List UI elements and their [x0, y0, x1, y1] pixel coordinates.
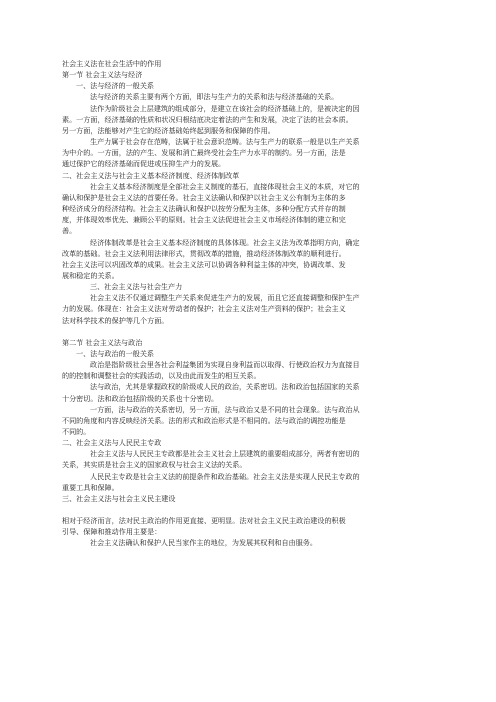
section-spacer [62, 504, 434, 515]
paragraph-line: 不同的角度和内容反映经济关系。法的形式和政治形式是不相同的。法与政治的调控功能是 [62, 415, 346, 425]
paragraph-line: 十分密切。法和政治包括阶级的关系也十分密切。 [62, 393, 219, 403]
paragraph-line: 人民民主专政是社会主义法的前提条件和政治基础。社会主义法是实现人民民主专政的 [90, 471, 360, 481]
section-heading: 第二节 社会主义法与政治 [62, 337, 143, 347]
subsection-heading: 二、社会主义法与社会主义基本经济制度、经济体制改革 [62, 170, 240, 180]
paragraph-line: 种经济成分的经济结构。社会主义法确认和保护以按劳分配为主体，多种分配方式并存的制 [62, 204, 346, 214]
paragraph-line: 的的控制和调整社会的实践活动，以及由此而发生的相互关系。 [62, 371, 261, 381]
paragraph-line: 重要工具和保障。 [62, 482, 119, 492]
subsection-heading: 二、社会主义法与人民民主专政 [62, 438, 162, 448]
paragraph-line: 政治是指阶级社会里各社会利益集团为实现自身利益而以取得、行使政治权力为直接目 [90, 360, 360, 370]
paragraph-line: 确认和保护是社会主义法的首要任务。社会主义法确认和保护以社会主义公有制为主体的多 [62, 192, 346, 202]
paragraph-line: 另一方面，法能够对产生它的经济基础始终起到服务和保障的作用。 [62, 125, 275, 135]
document-page [62, 58, 434, 549]
paragraph-line: 展和稳定的关系。 [62, 270, 119, 280]
paragraph-line: 社会主义法可以巩固改革的成果。社会主义法可以协调各种利益主体的冲突，协调改革、发 [62, 259, 346, 269]
section-heading: 第一节 社会主义法与经济 [62, 70, 143, 80]
paragraph-line: 社会主义基本经济制度是全部社会主义制度的基石，直接体现社会主义的本质，对它的 [90, 181, 360, 191]
paragraph-line: 法与政治，尤其是掌握政权的阶级或人民的政治，关系密切。法和政治包括国家的关系 [90, 382, 360, 392]
subsection-heading: 一、法与政治的一般关系 [76, 348, 155, 358]
subsection-heading: 一、法与经济的一般关系 [76, 81, 155, 91]
section-spacer [62, 326, 434, 337]
paragraph-line: 不同的。 [62, 427, 91, 436]
paragraph-line: 法与经济的关系主要有两个方面，即法与生产力的关系和法与经济基础的关系。 [90, 92, 339, 102]
paragraph-line: 社会主义法确认和保护人民当家作主的地位，为发展其权利和自由服务。 [90, 538, 317, 548]
paragraph-line: 经济体制改革是社会主义基本经济制度的具体体现。社会主义法为改革指明方向，确定 [90, 237, 360, 247]
document-title: 社会主义法在社会生活中的作用 [62, 59, 162, 68]
paragraph-line: 法对科学技术的保护等几个方面。 [62, 315, 169, 325]
paragraph-line: 引导、保障和推动作用主要是： [62, 527, 162, 537]
paragraph-line: 为中介的。一方面，法的产生、发展和消亡最终受社会生产力水平的制约。另一方面，法是 [62, 148, 346, 158]
paragraph-line: 一方面，法与政治的关系密切，另一方面，法与政治又是不同的社会现象。法与政治从 [90, 404, 360, 414]
paragraph-line: 度，并体现效率优先、兼顾公平的原则。社会主义法促进社会主义市场经济体制的建立和完 [62, 215, 346, 225]
paragraph-line: 关系，其实质是社会主义的国家政权与社会主义法的关系。 [62, 460, 247, 470]
subsection-heading: 三、社会主义法与社会主义民主建设 [62, 493, 176, 503]
paragraph-line: 力的发展。体现在：社会主义法对劳动者的保护；社会主义法对生产资料的保护；社会主义 [62, 304, 346, 314]
paragraph-line: 生产力属于社会存在范畴，法属于社会意识范畴。法与生产力的联系一般是以生产关系 [90, 137, 360, 147]
paragraph-line: 素。一方面，经济基础的性质和状况归根结底决定着法的产生和发展，决定了法的社会本质。 [62, 114, 353, 124]
paragraph-line: 社会主义法不仅通过调整生产关系来促进生产力的发展，而且它还直接调整和保护生产 [90, 293, 360, 303]
subsection-heading: 三、社会主义法与社会生产力 [90, 282, 183, 292]
paragraph-line: 改革的基础。社会主义法利用法律形式，贯彻改革的措施，推动经济体制改革的顺利进行。 [62, 248, 346, 258]
paragraph-line: 社会主义法与人民民主专政都是社会主义社会上层建筑的重要组成部分，两者有密切的 [90, 449, 360, 459]
paragraph-line: 善。 [62, 226, 77, 236]
paragraph-line: 通过保护它的经济基础而促进或压抑生产力的发展。 [62, 159, 226, 169]
paragraph-line: 相对于经济而言，法对民主政治的作用更直接、更明显。法对社会主义民主政治建设的积极 [62, 516, 346, 526]
paragraph-line: 法作为阶级社会上层建筑的组成部分，是建立在该社会的经济基础上的，是被决定的因 [90, 103, 360, 113]
